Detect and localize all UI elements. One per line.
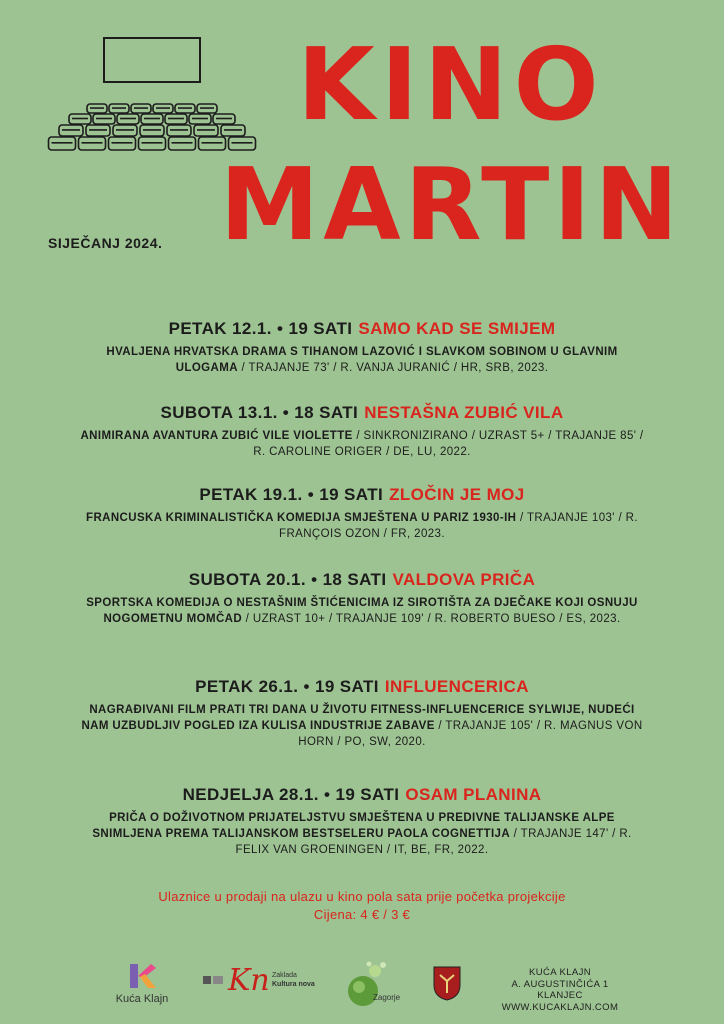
- event-date: SUBOTA 13.1. • 18 SATI: [160, 403, 359, 422]
- event-date: SUBOTA 20.1. • 18 SATI: [188, 570, 387, 589]
- event-heading: [0, 402, 724, 424]
- kultura-nova-line1: Zaklada: [272, 972, 297, 979]
- event-details: / TRAJANJE 103' / R. FRANÇOIS OZON / FR, 2023.: [279, 512, 638, 540]
- kuca-klajn-mark-icon: [127, 961, 157, 991]
- event-details: / TRAJANJE 147' / R. FELIX VAN GROENINGEN / IT, BE, FR, 2022.: [235, 828, 632, 856]
- title-kino: KINO: [297, 26, 605, 143]
- kuca-klajn-label: Kuća Klajn: [115, 993, 169, 1005]
- event-item: [0, 784, 724, 858]
- event-details: / TRAJANJE 73' / R. VANJA JURANIĆ / HR, SRB, 2023.: [237, 362, 549, 374]
- event-heading: [0, 676, 724, 698]
- kultura-nova-text: [272, 971, 315, 989]
- event-heading: [0, 484, 724, 506]
- event-description: [77, 510, 647, 542]
- event-details: / UZRAST 10+ / TRAJANJE 109' / R. ROBERTO BUESO / ES, 2023.: [242, 613, 621, 625]
- ticket-price: Cijena: 4 € / 3 €: [313, 907, 411, 922]
- venue-name: KUĆA KLAJN: [528, 967, 592, 978]
- kuca-klajn-logo: [112, 961, 172, 1013]
- event-heading: [0, 318, 724, 340]
- ticket-info: [0, 888, 724, 924]
- event-date: PETAK 26.1. • 19 SATI: [195, 677, 379, 696]
- event-details: / TRAJANJE 105' / R. MAGNUS VON HORN / PO, SW, 2020.: [298, 720, 643, 748]
- venue-town: KLANJEC: [537, 990, 583, 1001]
- event-heading: [0, 784, 724, 806]
- event-item: [0, 402, 724, 460]
- title-martin: MARTIN: [219, 146, 683, 263]
- kultura-nova-small-icon: [202, 973, 224, 987]
- venue-street: A. AUGUSTINČIĆA 1: [511, 978, 609, 990]
- kultura-nova-mark: Kn: [228, 963, 270, 998]
- event-film-title: SAMO KAD SE SMIJEM: [358, 319, 556, 338]
- event-description: [77, 428, 647, 460]
- event-synopsis: NAGRAĐIVANI FILM PRATI TRI DANA U ŽIVOTU FITNESS-INFLUENCERICE SYLWIJE, NUDEĆI NAM UZBUDLJIV POGLED IZA KULISA INDUSTRIJE ZABAVE: [81, 704, 635, 732]
- event-film-title: ZLOČIN JE MOJ: [389, 485, 525, 504]
- event-item: [0, 676, 724, 750]
- month-label: SIJEČANJ 2024.: [48, 235, 163, 251]
- event-details: / SINKRONIZIRANO / UZRAST 5+ / TRAJANJE 85' / R. CAROLINE ORIGER / DE, LU, 2022.: [253, 430, 644, 458]
- event-synopsis: SPORTSKA KOMEDIJA O NESTAŠNIM ŠTIĆENICIMA IZ SIROTIŠTA ZA DJEČAKE KOJI OSNUJU NOGOMETNU MOMČAD: [86, 597, 638, 625]
- event-description: [77, 702, 647, 750]
- event-item: [0, 318, 724, 376]
- event-date: NEDJELJA 28.1. • 19 SATI: [182, 785, 400, 804]
- ticket-note: Ulaznice u prodaji na ulazu u kino pola sata prije početka projekcije: [158, 889, 566, 904]
- event-date: PETAK 19.1. • 19 SATI: [199, 485, 384, 504]
- kultura-nova-line2: Kultura nova: [272, 981, 315, 988]
- event-synopsis: HVALJENA HRVATSKA DRAMA S TIHANOM LAZOVIĆ I SLAVKOM SOBINOM U GLAVNIM ULOGAMA: [106, 346, 618, 374]
- event-synopsis: ANIMIRANA AVANTURA ZUBIĆ VILE VIOLETTE: [80, 430, 353, 442]
- venue-address: [494, 967, 626, 1013]
- event-synopsis: PRIČA O DOŽIVOTNOM PRIJATELJSTVU SMJEŠTENA U PREDIVNE TALIJANSKE ALPE SNIMLJENA PREMA TALIJANSKOM BESTSELERU PAOLA COGNETTIJA: [92, 812, 615, 840]
- event-item: [0, 484, 724, 542]
- event-synopsis: FRANCUSKA KRIMINALISTIČKA KOMEDIJA SMJEŠTENA U PARIZ 1930-IH: [86, 512, 517, 524]
- kultura-nova-logo: [202, 963, 322, 1009]
- event-date: PETAK 12.1. • 19 SATI: [168, 319, 353, 338]
- event-item: [0, 569, 724, 627]
- event-description: [77, 810, 647, 858]
- event-description: [77, 595, 647, 627]
- venue-website[interactable]: WWW.KUCAKLAJN.COM: [501, 1001, 619, 1013]
- event-description: [77, 344, 647, 376]
- event-heading: [0, 569, 724, 591]
- event-film-title: NESTAŠNA ZUBIĆ VILA: [364, 403, 564, 422]
- klanjec-coat-of-arms-icon: [432, 965, 462, 1001]
- event-film-title: INFLUENCERICA: [384, 677, 529, 696]
- zagorje-label: Zagorje: [373, 993, 401, 1002]
- zagorje-logo: [345, 959, 415, 1011]
- event-film-title: OSAM PLANINA: [405, 785, 542, 804]
- event-film-title: VALDOVA PRIČA: [392, 570, 536, 589]
